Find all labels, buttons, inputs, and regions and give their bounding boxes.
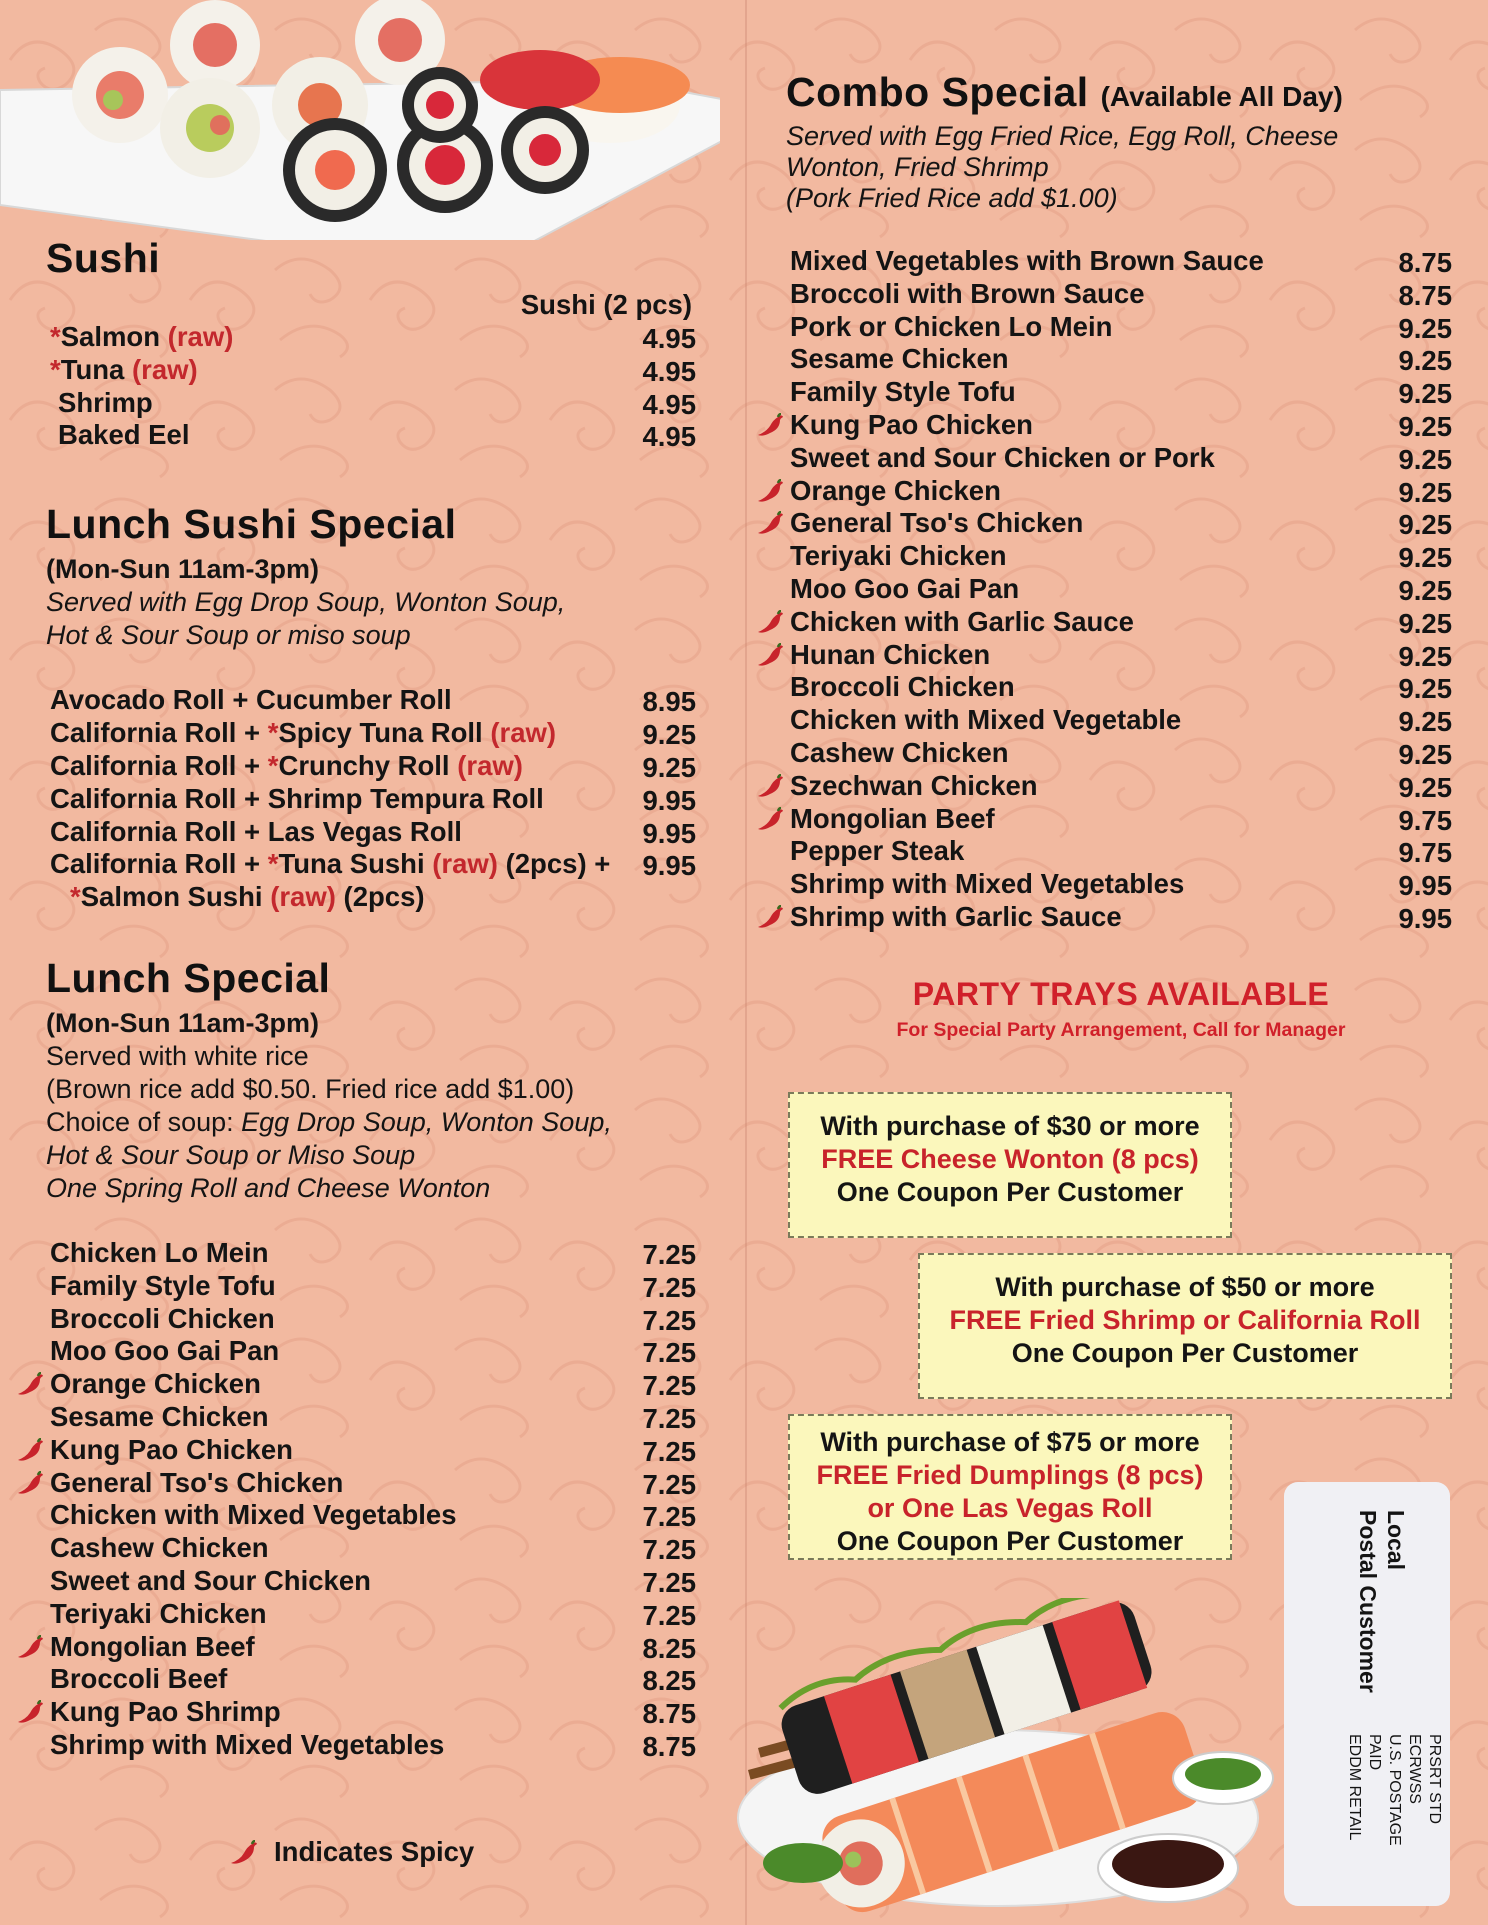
- item-name: Mongolian Beef: [790, 802, 995, 834]
- list-item: [786, 704, 1456, 737]
- item-price: 7.25: [642, 1370, 696, 1402]
- coupon-condition: With purchase of $75 or more: [820, 1427, 1200, 1457]
- list-item: [786, 311, 1456, 344]
- item-price: 9.95: [1398, 903, 1452, 935]
- list-item: [46, 1434, 696, 1467]
- item-name: Moo Goo Gai Pan: [50, 1335, 280, 1367]
- item-name: California Roll + Las Vegas Roll: [50, 815, 462, 847]
- star-mark: *: [267, 717, 279, 749]
- coupon-offer: FREE Fried Shrimp or California Roll: [949, 1305, 1421, 1335]
- list-item: [46, 1467, 696, 1500]
- legend-text: Indicates Spicy: [274, 1836, 475, 1867]
- item-price: 9.25: [1398, 673, 1452, 705]
- item-name: Cashew Chicken: [790, 737, 1009, 769]
- list-item: [46, 750, 696, 783]
- postage-line: EDDM RETAIL: [1346, 1734, 1363, 1841]
- list-item: [786, 376, 1456, 409]
- star-mark: *: [267, 848, 279, 880]
- item-name: Shrimp with Mixed Vegetables: [50, 1729, 445, 1760]
- item-price: 9.25: [1398, 542, 1452, 574]
- item-name: General Tso's Chicken: [790, 507, 1084, 539]
- item-price: 7.25: [642, 1501, 696, 1533]
- item-price: 8.75: [1398, 279, 1452, 311]
- list-item: [786, 835, 1456, 868]
- spicy-legend: [230, 1836, 474, 1868]
- item-price: 7.25: [642, 1304, 696, 1336]
- sushi-title: Sushi: [46, 235, 161, 281]
- lunch-special-line-5: One Spring Roll and Cheese Wonton: [46, 1173, 491, 1204]
- star-mark: *: [50, 353, 61, 385]
- item-name: Family Style Tofu: [50, 1269, 276, 1301]
- list-item: [46, 816, 696, 849]
- item-name: Chicken with Mixed Vegetable: [790, 704, 1182, 736]
- list-item: [46, 387, 696, 420]
- item-price: 9.95: [642, 784, 696, 816]
- coupon-condition: With purchase of $30 or more: [820, 1111, 1200, 1141]
- item-name: Family Style Tofu: [790, 376, 1016, 408]
- lunch-sushi-desc-1: Served with Egg Drop Soup, Wonton Soup,: [46, 587, 566, 618]
- item-price: 9.25: [1398, 607, 1452, 639]
- list-item: [786, 606, 1456, 639]
- sushi-rolls-image: [728, 1598, 1288, 1918]
- list-item: [46, 321, 696, 354]
- star-mark: *: [70, 881, 81, 913]
- coupon-limit: One Coupon Per Customer: [836, 1177, 1184, 1207]
- list-item: [46, 1499, 696, 1532]
- combo-desc-2: Wonton, Fried Shrimp: [786, 152, 1049, 183]
- coupon-offer: FREE Fried Dumplings (8 pcs): [816, 1460, 1204, 1490]
- item-name: California Roll + Shrimp Tempura Roll: [50, 782, 544, 814]
- list-item: [46, 1598, 696, 1631]
- item-name: Sweet and Sour Chicken or Pork: [790, 441, 1215, 473]
- list-item: [786, 278, 1456, 311]
- raw-tag: (raw): [457, 749, 523, 781]
- item-price: 8.95: [642, 686, 696, 718]
- list-item: [786, 507, 1456, 540]
- list-item: [46, 848, 696, 914]
- item-price: 9.25: [642, 719, 696, 751]
- sushi-platter-image: [0, 0, 720, 240]
- item-name: Crunchy Roll: [278, 749, 458, 781]
- item-price: 7.25: [642, 1534, 696, 1566]
- item-name: Chicken Lo Mein: [50, 1237, 269, 1269]
- lunch-special-list: [46, 1237, 696, 1762]
- left-column: [46, 236, 696, 1762]
- item-price: 9.25: [1398, 411, 1452, 443]
- item-price: 9.25: [1398, 345, 1452, 377]
- sushi-column-header: Sushi (2 pcs): [520, 289, 692, 321]
- lunch-sushi-list: [46, 684, 696, 848]
- item-price: 4.95: [642, 388, 696, 420]
- list-item: [46, 1270, 696, 1303]
- item-price: 9.25: [1398, 476, 1452, 508]
- list-item: [786, 737, 1456, 770]
- list-item: [46, 717, 696, 750]
- item-price: 4.95: [642, 421, 696, 453]
- lunch-special-line-4: Hot & Sour Soup or Miso Soup: [46, 1140, 416, 1171]
- lunch-special-line-2: (Brown rice add $0.50. Fried rice add $1.00): [46, 1074, 575, 1105]
- item-price: 9.25: [1398, 443, 1452, 475]
- list-item: [46, 1401, 696, 1434]
- party-trays-subtitle: For Special Party Arrangement, Call for Manager: [896, 1018, 1346, 1041]
- item-name: Chicken with Mixed Vegetables: [50, 1499, 457, 1531]
- item-name: California Roll +: [50, 848, 268, 880]
- item-price: 8.75: [642, 1698, 696, 1730]
- chili-pepper-icon: [17, 1700, 43, 1724]
- chili-pepper-icon: [757, 774, 783, 798]
- chili-pepper-icon: [757, 413, 783, 437]
- list-item: [786, 573, 1456, 606]
- item-name: Sweet and Sour Chicken: [50, 1565, 371, 1597]
- chili-pepper-icon: [757, 905, 783, 929]
- coupon-limit: One Coupon Per Customer: [1011, 1338, 1359, 1368]
- item-price: 9.25: [1398, 575, 1452, 607]
- list-item: [786, 245, 1456, 278]
- list-item: [786, 409, 1456, 442]
- list-item: [46, 1565, 696, 1598]
- right-column: [786, 70, 1456, 1042]
- item-name: Mixed Vegetables with Brown Sauce: [790, 245, 1264, 277]
- coupon-offer: FREE Cheese Wonton (8 pcs): [821, 1144, 1199, 1174]
- raw-tag: (raw): [490, 717, 557, 749]
- item-name: (2pcs) +: [497, 848, 611, 880]
- chili-pepper-icon: [757, 511, 783, 535]
- item-name: General Tso's Chicken: [50, 1466, 344, 1498]
- lunch-special-line-3: [46, 1106, 696, 1139]
- item-price: 9.95: [642, 850, 696, 882]
- sushi-list: [46, 321, 696, 452]
- list-item: [46, 1729, 696, 1762]
- combo-desc-1: Served with Egg Fried Rice, Egg Roll, Cheese: [786, 121, 1339, 152]
- item-price: 8.25: [642, 1665, 696, 1697]
- coupon-condition: With purchase of $50 or more: [995, 1272, 1375, 1302]
- list-item: [46, 1237, 696, 1270]
- item-name: Pepper Steak: [790, 835, 965, 867]
- item-name: Tuna: [60, 353, 125, 385]
- list-item: [46, 1696, 696, 1729]
- item-price: 9.25: [1398, 312, 1452, 344]
- item-name: California Roll +: [50, 749, 268, 781]
- item-name: Salmon: [60, 321, 161, 353]
- star-mark: *: [267, 749, 279, 781]
- item-name: Teriyaki Chicken: [790, 540, 1007, 572]
- postage-line: ECRWSS: [1406, 1734, 1423, 1804]
- list-item: [46, 1303, 696, 1336]
- list-item: [46, 1335, 696, 1368]
- item-name: Kung Pao Chicken: [50, 1433, 293, 1465]
- list-item: [46, 783, 696, 816]
- item-price: 9.25: [1398, 771, 1452, 803]
- postage-indicia: [1344, 1734, 1444, 1846]
- item-name: Szechwan Chicken: [790, 769, 1038, 801]
- item-name: (2pcs): [335, 881, 425, 913]
- party-trays-block: [786, 976, 1456, 1042]
- chili-pepper-icon: [757, 643, 783, 667]
- item-price: 9.25: [1398, 509, 1452, 541]
- list-item: [786, 803, 1456, 836]
- chili-pepper-icon: [757, 610, 783, 634]
- list-item: [46, 354, 696, 387]
- list-item: [46, 419, 696, 452]
- item-name: Broccoli with Brown Sauce: [790, 277, 1145, 309]
- postage-line: U.S. POSTAGE: [1386, 1734, 1403, 1846]
- item-name: Moo Goo Gai Pan: [790, 573, 1020, 605]
- item-name: Baked Eel: [58, 419, 190, 451]
- item-price: 4.95: [642, 323, 696, 355]
- item-price: 7.25: [642, 1239, 696, 1271]
- list-item: [46, 684, 696, 717]
- list-item: [786, 770, 1456, 803]
- item-price: 7.25: [642, 1567, 696, 1599]
- soup-choice-label: Choice of soup:: [46, 1107, 242, 1138]
- lunch-special-hours: (Mon-Sun 11am-3pm): [46, 1008, 320, 1039]
- item-name: Shrimp with Garlic Sauce: [790, 901, 1122, 933]
- item-price: 7.25: [642, 1599, 696, 1631]
- postage-line: PRSRT STD: [1426, 1734, 1443, 1825]
- item-price: 7.25: [642, 1403, 696, 1435]
- item-name: Broccoli Chicken: [790, 671, 1015, 703]
- list-item: [786, 671, 1456, 704]
- item-price: 9.75: [1398, 837, 1452, 869]
- coupon-75: [788, 1414, 1232, 1560]
- recipient-line: Postal Customer: [1355, 1510, 1381, 1693]
- chili-pepper-icon: [17, 1372, 43, 1396]
- item-price: 9.25: [1398, 739, 1452, 771]
- item-name: Pork or Chicken Lo Mein: [790, 310, 1113, 342]
- chili-pepper-icon: [757, 807, 783, 831]
- raw-tag: (raw): [432, 848, 498, 880]
- list-item: [786, 901, 1456, 934]
- item-name: Mongolian Beef: [50, 1630, 255, 1662]
- item-price: 9.25: [642, 751, 696, 783]
- combo-list: [786, 245, 1456, 934]
- item-name: Shrimp: [58, 386, 153, 418]
- item-price: 9.25: [1398, 706, 1452, 738]
- item-name: Kung Pao Chicken: [790, 409, 1033, 441]
- item-price: 8.75: [1398, 247, 1452, 279]
- chili-pepper-icon: [17, 1635, 43, 1659]
- item-name: Salmon Sushi: [80, 881, 271, 913]
- item-price: 9.95: [1398, 870, 1452, 902]
- item-price: 7.25: [642, 1435, 696, 1467]
- postage-line: PAID: [1366, 1734, 1383, 1771]
- item-name: Broccoli Beef: [50, 1663, 228, 1695]
- item-price: 9.95: [642, 817, 696, 849]
- item-name: Broccoli Chicken: [50, 1302, 275, 1334]
- soup-choice-options: Egg Drop Soup, Wonton Soup,: [241, 1107, 612, 1138]
- coupon-limit: One Coupon Per Customer: [836, 1526, 1184, 1556]
- lunch-sushi-desc-2: Hot & Sour Soup or miso soup: [46, 620, 411, 651]
- list-item: [46, 1631, 696, 1664]
- item-name: Cashew Chicken: [50, 1532, 269, 1564]
- item-name: Spicy Tuna Roll: [278, 717, 491, 749]
- lunch-sushi-hours: (Mon-Sun 11am-3pm): [46, 554, 320, 585]
- item-name: Orange Chicken: [790, 474, 1001, 506]
- list-item: [786, 442, 1456, 475]
- item-price: 7.25: [642, 1468, 696, 1500]
- item-name: Tuna Sushi: [278, 848, 433, 880]
- item-name: Teriyaki Chicken: [50, 1597, 267, 1629]
- combo-special-title: Combo Special: [786, 69, 1089, 115]
- lunch-sushi-special-title: Lunch Sushi Special: [46, 501, 457, 548]
- item-price: 8.25: [642, 1632, 696, 1664]
- list-item: [786, 639, 1456, 672]
- item-price: 9.25: [1398, 640, 1452, 672]
- mailing-label: [1284, 1482, 1450, 1906]
- recipient-line: Local: [1383, 1510, 1409, 1571]
- coupon-offer-alt: or One Las Vegas Roll: [867, 1493, 1153, 1523]
- chili-pepper-icon: [17, 1438, 43, 1462]
- list-item: [46, 1663, 696, 1696]
- item-name: Avocado Roll + Cucumber Roll: [50, 684, 452, 716]
- lunch-special-title: Lunch Special: [46, 954, 331, 1001]
- combo-desc-3: (Pork Fried Rice add $1.00): [786, 183, 1118, 214]
- item-price: 7.25: [642, 1271, 696, 1303]
- item-name: Chicken with Garlic Sauce: [790, 605, 1134, 637]
- raw-tag: (raw): [132, 353, 198, 385]
- item-price: 9.25: [1398, 378, 1452, 410]
- item-name: Kung Pao Shrimp: [50, 1696, 281, 1728]
- list-item: [786, 868, 1456, 901]
- party-trays-title: PARTY TRAYS AVAILABLE: [912, 975, 1330, 1012]
- recipient-text: [1354, 1510, 1410, 1693]
- item-price: 4.95: [642, 355, 696, 387]
- item-name: Sesame Chicken: [790, 343, 1009, 375]
- item-name: California Roll +: [50, 717, 268, 749]
- item-price: 9.75: [1398, 804, 1452, 836]
- raw-tag: (raw): [270, 881, 336, 913]
- item-name: Hunan Chicken: [790, 638, 991, 670]
- item-name: Shrimp with Mixed Vegetables: [790, 868, 1185, 900]
- item-price: 8.75: [642, 1731, 696, 1762]
- item-name: Sesame Chicken: [50, 1401, 269, 1433]
- chili-pepper-icon: [230, 1840, 258, 1866]
- item-name: Orange Chicken: [50, 1368, 261, 1400]
- raw-tag: (raw): [167, 321, 234, 353]
- chili-pepper-icon: [17, 1471, 43, 1495]
- item-price: 7.25: [642, 1337, 696, 1369]
- coupon-50: [918, 1253, 1452, 1399]
- list-item: [786, 540, 1456, 573]
- list-item: [786, 475, 1456, 508]
- star-mark: *: [50, 321, 61, 353]
- combo-special-subtitle: (Available All Day): [1100, 81, 1343, 112]
- lunch-special-line-1: Served with white rice: [46, 1041, 309, 1072]
- list-item: [46, 1368, 696, 1401]
- combo-special-heading: [786, 70, 1456, 115]
- coupon-30: [788, 1092, 1232, 1238]
- list-item: [46, 1532, 696, 1565]
- chili-pepper-icon: [757, 479, 783, 503]
- list-item: [786, 343, 1456, 376]
